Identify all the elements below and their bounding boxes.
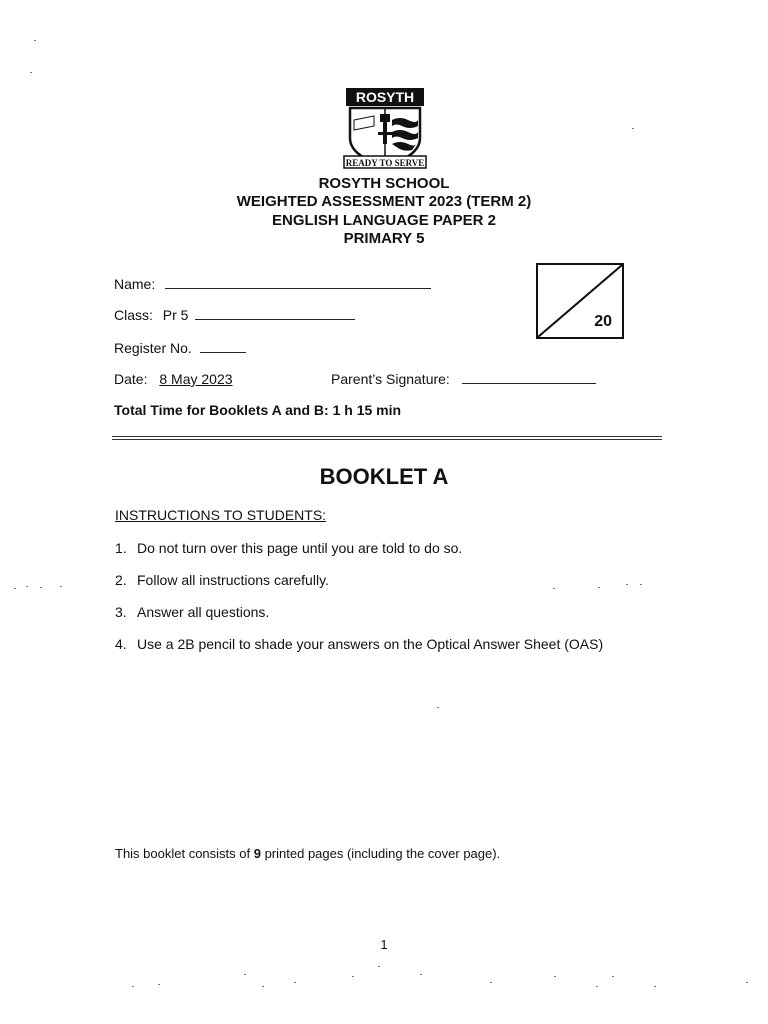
total-time: Total Time for Booklets A and B: 1 h 15 min [114, 402, 402, 418]
instruction-text: Do not turn over this page until you are told to do so. [137, 540, 463, 556]
booklet-title: BOOKLET A [319, 464, 449, 489]
divider-line [112, 436, 662, 437]
class-field [114, 307, 355, 323]
page-count-note [115, 846, 500, 861]
school-name: ROSYTH SCHOOL [318, 175, 450, 192]
page-count: 9 [253, 846, 261, 861]
page-number: 1 [380, 937, 388, 952]
instruction-item [115, 540, 462, 556]
school-crest [340, 86, 430, 174]
page-count-prefix: This booklet consists of [115, 846, 254, 861]
class-label: Class: [114, 307, 153, 323]
instruction-text: Use a 2B pencil to shade your answers on the Optical Answer Sheet (OAS) [137, 636, 604, 652]
instruction-item [115, 636, 603, 652]
level-title: PRIMARY 5 [343, 230, 425, 247]
divider-line [112, 439, 662, 440]
signature-field [331, 371, 596, 387]
register-blank[interactable] [200, 340, 246, 353]
class-value: Pr 5 [162, 307, 189, 323]
date-label: Date: [114, 371, 148, 387]
page-count-suffix: printed pages (including the cover page). [260, 846, 501, 861]
score-box [536, 263, 624, 339]
register-label: Register No. [114, 340, 192, 356]
assessment-title: WEIGHTED ASSESSMENT 2023 (TERM 2) [236, 193, 532, 210]
instructions-heading: INSTRUCTIONS TO STUDENTS: [115, 507, 327, 523]
instruction-item [115, 604, 269, 620]
instruction-number: 4. [115, 636, 127, 652]
register-field [114, 340, 246, 356]
instruction-text: Answer all questions. [137, 604, 270, 620]
instruction-number: 3. [115, 604, 127, 620]
signature-label: Parent’s Signature: [331, 371, 450, 387]
instruction-text: Follow all instructions carefully. [137, 572, 329, 588]
date-value: 8 May 2023 [159, 371, 233, 387]
signature-blank[interactable] [462, 371, 596, 384]
date-field [114, 371, 233, 387]
svg-text:ROSYTH: ROSYTH [355, 89, 415, 105]
svg-text:READY TO SERVE: READY TO SERVE [345, 158, 425, 168]
name-label: Name: [114, 276, 156, 292]
name-field [114, 276, 431, 292]
paper-title: ENGLISH LANGUAGE PAPER 2 [272, 212, 496, 229]
instruction-number: 1. [115, 540, 127, 556]
class-blank[interactable] [195, 307, 355, 320]
score-total: 20 [594, 313, 612, 330]
instruction-number: 2. [115, 572, 127, 588]
instruction-item [115, 572, 329, 588]
name-blank[interactable] [165, 276, 431, 289]
